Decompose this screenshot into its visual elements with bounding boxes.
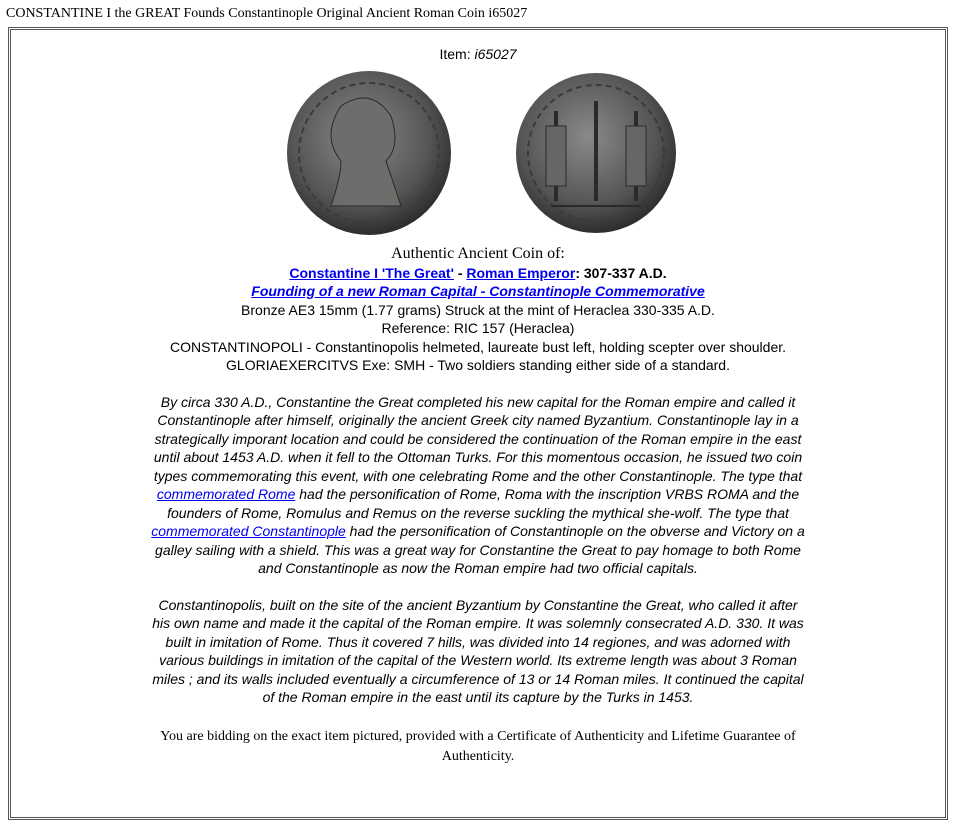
reign-dates: : 307-337 A.D. <box>575 264 667 281</box>
page-title: CONSTANTINE I the GREAT Founds Constantinople Original Ancient Roman Coin i65027 <box>6 6 528 21</box>
history-paragraph <box>151 393 806 578</box>
detail-line: Bronze AE3 15mm (1.77 grams) Struck at the mint of Heraclea 330-335 A.D. <box>241 301 715 318</box>
separator: - <box>453 264 467 281</box>
obverse-coin-icon <box>287 71 451 235</box>
listing-frame <box>8 27 948 820</box>
emperor-link[interactable]: Roman Emperor <box>466 264 576 281</box>
ruler-line <box>11 264 945 283</box>
detail-line: CONSTANTINOPOLI - Constantinopolis helmeted, laureate bust left, holding scepter over shoulder. <box>169 338 787 355</box>
item-label: Item: <box>439 46 475 62</box>
authentic-heading: Authentic Ancient Coin of: <box>391 244 565 262</box>
commemorated-constantinople-link[interactable]: commemorated Constantinople <box>151 523 346 539</box>
paragraph-text: By circa 330 A.D., Constantine the Great completed his new capital for the Roman empire and called it Constantinople after himself, originally the ancient Greek city named Byzantium. Constantinople lay in a strategically imporant location and could be considered the continuation of the Roman empire in the east until about 1453 A.D. when it fell to the Ottoman Turks. For this momentous occasion, he issued two coin types commemorating this event, with one celebrating Rome and the other Constantinople. The type that <box>153 393 803 484</box>
reverse-coin-icon <box>516 73 676 233</box>
paragraph-text: had the personification of Constantinople on the obverse and Victory on a galley sailing with a shield. This was a great way for Constantine the Great to pay homage to both Rome and Constantinople as now the Roman empire had two official capitals. <box>155 523 805 576</box>
item-number <box>11 45 945 64</box>
commemorated-rome-link[interactable]: commemorated Rome <box>156 486 296 502</box>
detail-line: GLORIAEXERCITVS Exe: SMH - Two soldiers standing either side of a standard. <box>226 357 730 373</box>
subtitle-link[interactable]: Founding of a new Roman Capital - Constantinople Commemorative <box>251 283 705 299</box>
bidding-note: You are bidding on the exact item pictured, provided with a Certificate of Authenticity and Lifetime Guarantee of Authenticity. <box>160 728 796 764</box>
coin-photo <box>11 66 945 238</box>
detail-line: Reference: RIC 157 (Heraclea) <box>381 320 575 336</box>
constantinopolis-paragraph: Constantinopolis, built on the site of the ancient Byzantium by Constantine the Great, who called it after his own name and made it the capital of the Roman empire. It was solemnly consecrated A.D. 330. It was built in imitation of Rome. Thus it covered 7 hills, was divided into 14 regiones, and was adorned with various buildings in imitation of the capital of the Western world. Its extreme length was about 3 Roman miles ; and its walls included eventually a circumference of 13 or 14 Roman miles. It continued the capital of the Roman empire in the east until its capture by the Turks in 1453. <box>152 596 804 705</box>
item-id: i65027 <box>474 46 517 62</box>
ruler-link[interactable]: Constantine I 'The Great' <box>289 264 454 281</box>
paragraph-text: had the personification of Rome, Roma with the inscription VRBS ROMA and the founders of Rome, Romulus and Remus on the reverse suckling the mythical she-wolf. The type that <box>167 486 800 521</box>
